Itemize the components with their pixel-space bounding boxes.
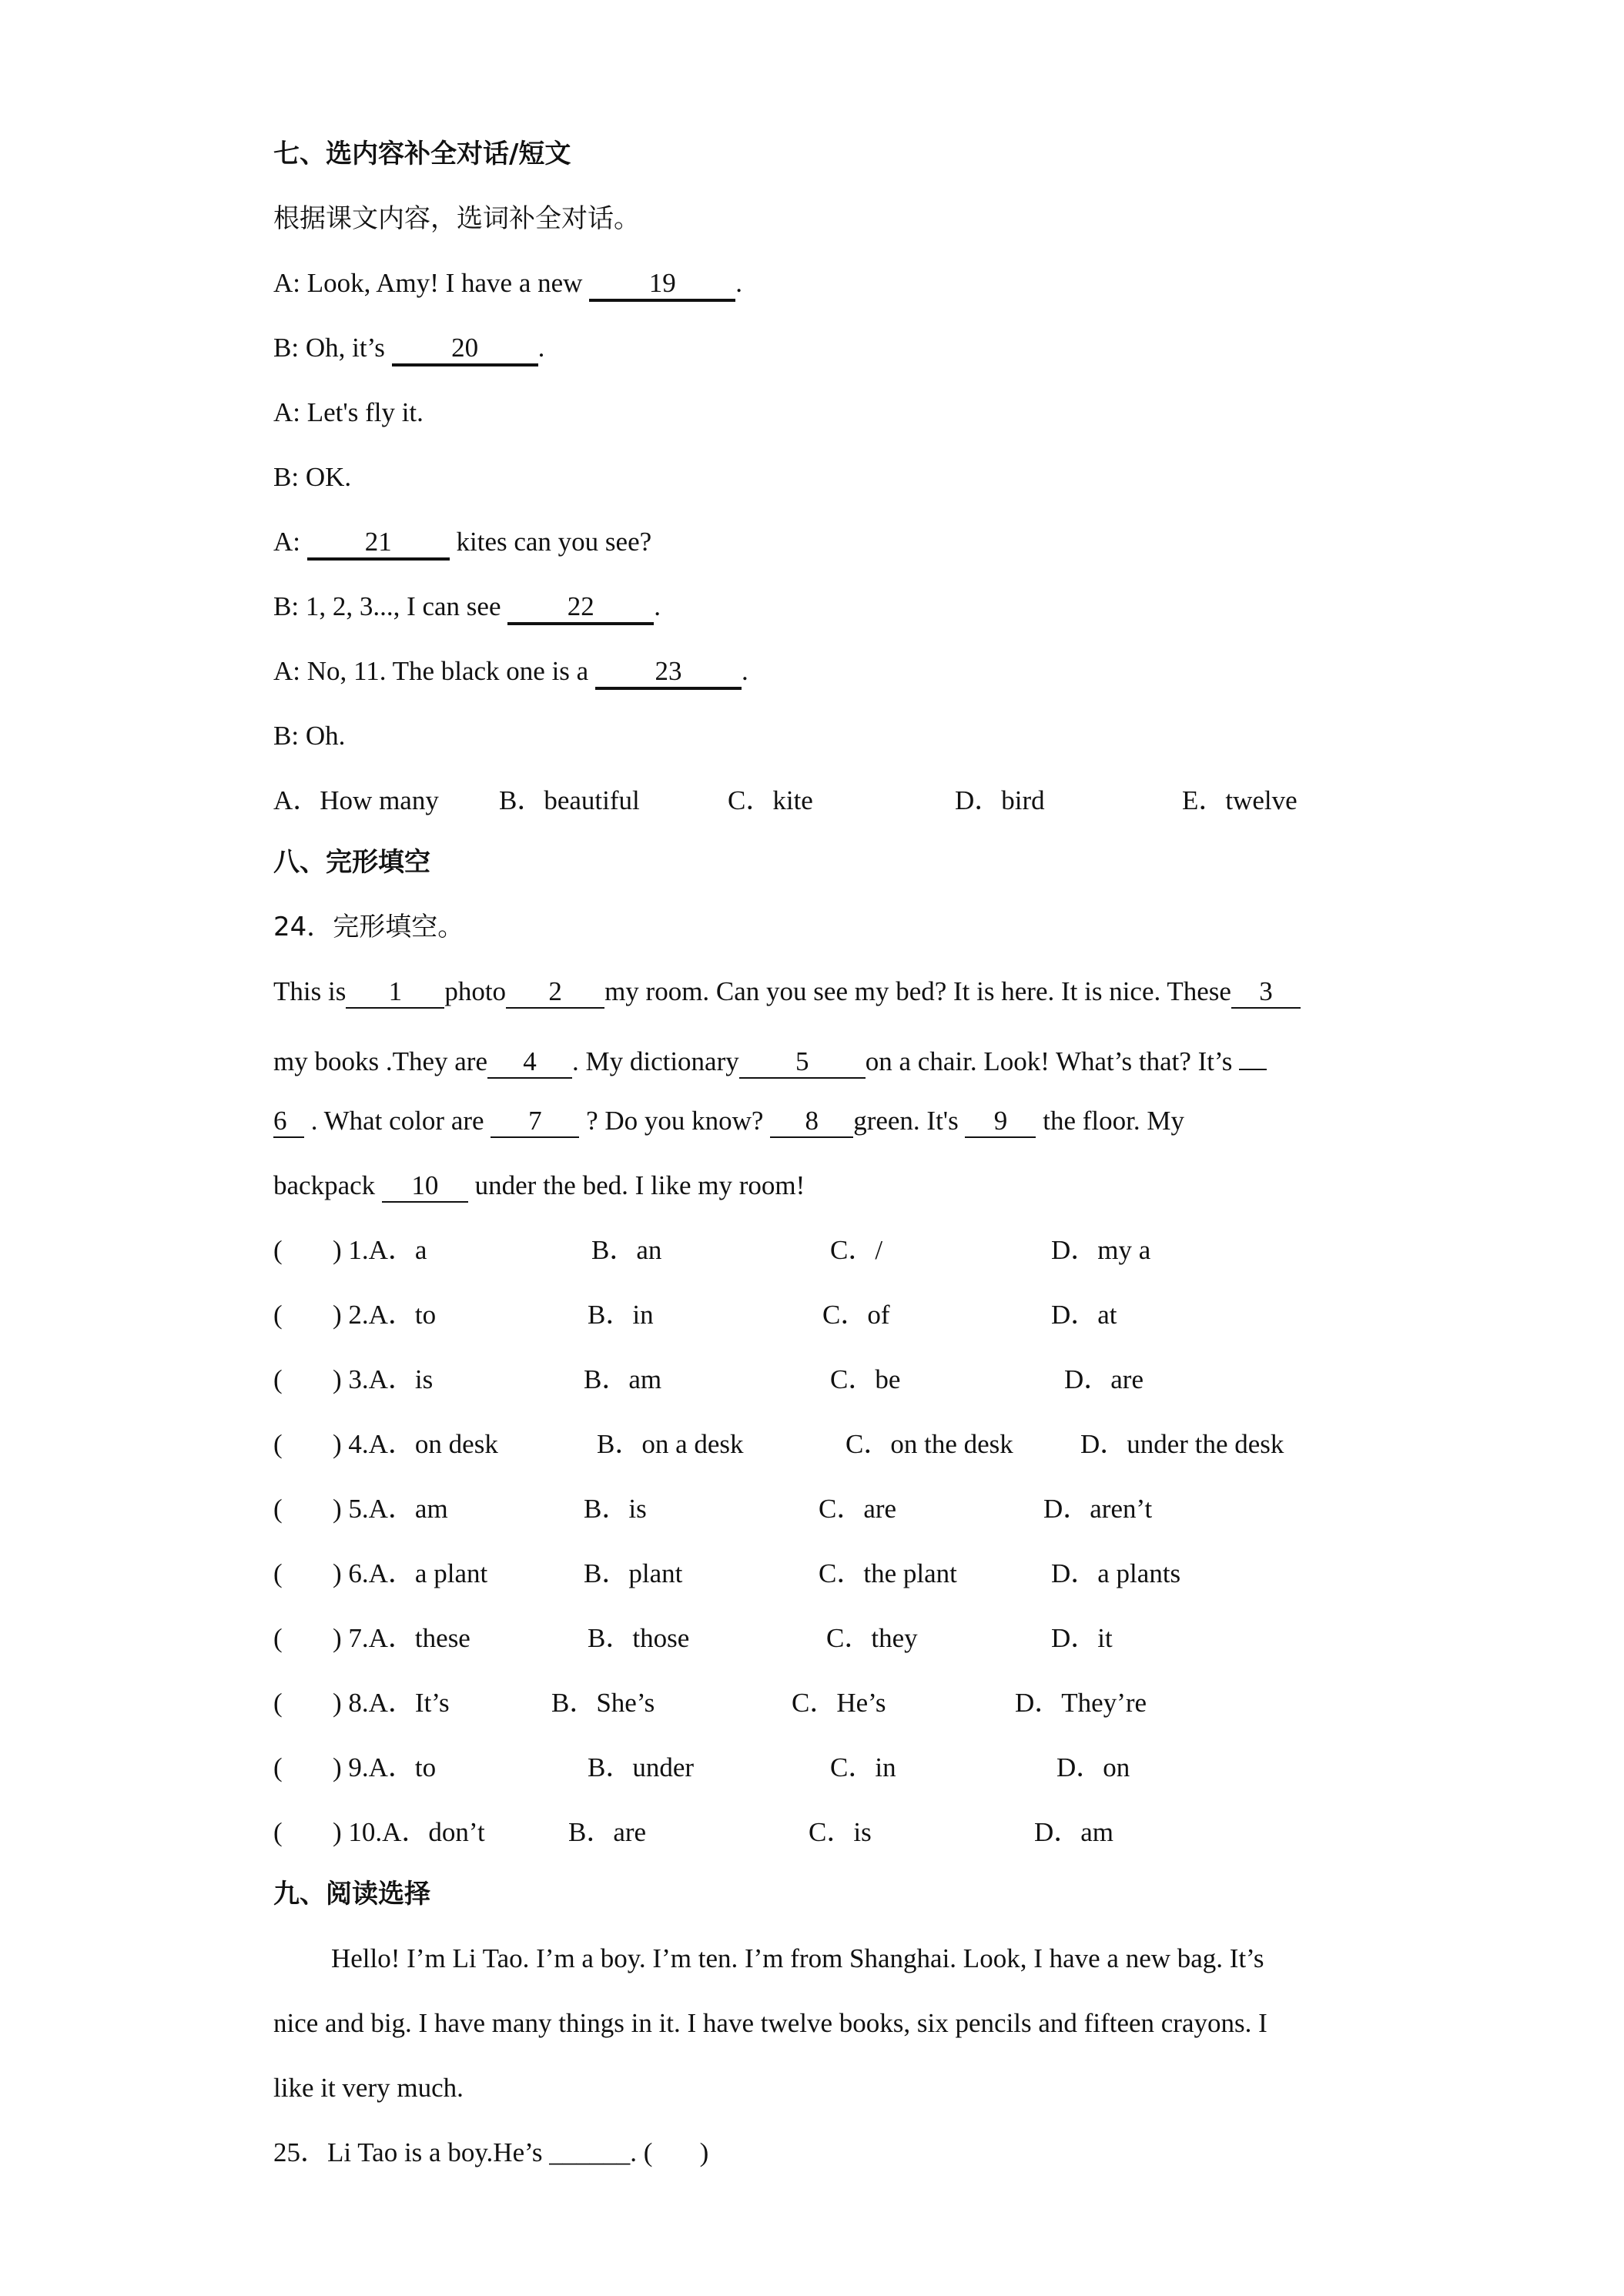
dialogue-line-4: B: OK. <box>273 462 352 492</box>
question-8-option-d: D．They’re <box>1015 1688 1147 1718</box>
section-8-title: 八、完形填空 <box>273 847 430 878</box>
question-6-option-b: B．plant <box>584 1558 683 1588</box>
cloze-blank-5[interactable]: 5 <box>739 1048 866 1079</box>
cloze-text: This is <box>273 976 347 1006</box>
answer-paren[interactable]: ( <box>273 1817 283 1847</box>
question-6-option-c: C．the plant <box>819 1558 957 1588</box>
cloze-text: green. It's <box>853 1106 966 1136</box>
section-9-title: 九、阅读选择 <box>273 1879 430 1909</box>
question-9-option-d: D．on <box>1056 1752 1130 1782</box>
blank-19[interactable]: 19 <box>589 269 735 302</box>
question-10-option-b: B．are <box>568 1817 647 1847</box>
question-4-option-d: D．under the desk <box>1080 1429 1284 1459</box>
question-5-option-c: C．are <box>819 1494 897 1524</box>
question-4: ) 4.A．on desk <box>333 1429 498 1459</box>
question-4-option-b: B．on a desk <box>597 1429 744 1459</box>
question-2-option-b: B．in <box>588 1300 654 1330</box>
cloze-text: . My dictionary <box>571 1046 739 1076</box>
question-1-option-d: D．my a <box>1051 1235 1151 1265</box>
option-d: D．bird <box>955 785 1045 815</box>
question-10: ) 10.A．don’t <box>333 1817 485 1847</box>
dialogue-text: A: <box>273 527 307 557</box>
question-8: ) 8.A．It’s <box>333 1688 450 1718</box>
cloze-blank-6[interactable]: 6 <box>273 1107 304 1138</box>
cloze-line-3 <box>273 1104 1184 1138</box>
cloze-text: my room. Can you see my bed? It is here. It is nice. These <box>604 976 1231 1006</box>
question-5-option-d: D．aren’t <box>1043 1494 1153 1524</box>
cloze-text: ? Do you know? <box>579 1106 771 1136</box>
answer-paren[interactable]: ( <box>273 1752 283 1782</box>
answer-paren[interactable]: ( <box>273 1623 283 1653</box>
cloze-blank-1[interactable]: 1 <box>346 978 444 1009</box>
reading-passage-line-1: Hello! I’m Li Tao. I’m a boy. I’m ten. I’m from Shanghai. Look, I have a new bag. It’s <box>331 1943 1264 1973</box>
question-6-option-d: D．a plants <box>1051 1558 1181 1588</box>
dialogue-line-5 <box>273 525 651 561</box>
question-2: ) 2.A．to <box>333 1300 437 1330</box>
question-5-option-b: B．is <box>584 1494 647 1524</box>
answer-paren[interactable]: ( <box>273 1688 283 1718</box>
answer-paren[interactable]: ( <box>273 1558 283 1588</box>
blank-23[interactable]: 23 <box>595 658 742 690</box>
cloze-text: the floor. My <box>1036 1106 1184 1136</box>
question-24-label: 24．完形填空。 <box>273 912 464 942</box>
option-a: A．How many <box>273 785 439 815</box>
reading-passage-line-3: like it very much. <box>273 2073 464 2103</box>
cloze-text: . What color are <box>304 1106 491 1136</box>
cloze-line-4 <box>273 1169 805 1203</box>
answer-paren[interactable]: ( <box>273 1494 283 1524</box>
question-3-option-c: C．be <box>830 1364 901 1394</box>
question-1: ) 1.A．a <box>333 1235 427 1265</box>
answer-paren[interactable]: ( <box>273 1429 283 1459</box>
dialogue-line-7 <box>273 654 748 690</box>
cloze-blank-9[interactable]: 9 <box>965 1107 1036 1138</box>
question-9-option-c: C．in <box>830 1752 896 1782</box>
question-7: ) 7.A．these <box>333 1623 470 1653</box>
question-3-option-d: D．are <box>1064 1364 1144 1394</box>
dialogue-text: A: No, 11. The black one is a <box>273 656 595 686</box>
question-9: ) 9.A．to <box>333 1752 437 1782</box>
question-3-option-b: B．am <box>584 1364 662 1394</box>
question-25[interactable]: 25．Li Tao is a boy.He’s ______. ( ) <box>273 2137 709 2167</box>
option-e: E．twelve <box>1182 785 1298 815</box>
cloze-blank-4[interactable]: 4 <box>487 1048 572 1079</box>
cloze-blank-6-start <box>1239 1039 1267 1070</box>
cloze-blank-10[interactable]: 10 <box>382 1172 468 1203</box>
option-c: C．kite <box>728 785 813 815</box>
dialogue-line-6 <box>273 590 661 625</box>
cloze-text: backpack <box>273 1170 382 1200</box>
question-7-option-b: B．those <box>588 1623 690 1653</box>
question-7-option-d: D．it <box>1051 1623 1113 1653</box>
dialogue-text: . <box>735 268 742 298</box>
cloze-text: photo <box>444 976 507 1006</box>
question-1-option-b: B．an <box>591 1235 662 1265</box>
dialogue-line-1 <box>273 266 742 302</box>
section-7-instruction: 根据课文内容，选词补全对话。 <box>273 203 640 234</box>
answer-paren[interactable]: ( <box>273 1300 283 1330</box>
dialogue-line-8: B: Oh. <box>273 721 346 751</box>
section-7-title: 七、选内容补全对话/短文 <box>273 139 571 169</box>
dialogue-text: . <box>741 656 748 686</box>
blank-22[interactable]: 22 <box>507 593 654 625</box>
question-2-option-d: D．at <box>1051 1300 1117 1330</box>
dialogue-text: kites can you see? <box>449 527 652 557</box>
question-10-option-c: C．is <box>809 1817 872 1847</box>
answer-paren[interactable]: ( <box>273 1235 283 1265</box>
cloze-text: my books .They are <box>273 1046 487 1076</box>
question-6: ) 6.A．a plant <box>333 1558 488 1588</box>
blank-21[interactable]: 21 <box>307 528 450 561</box>
question-3: ) 3.A．is <box>333 1364 434 1394</box>
cloze-text: on a chair. Look! What’s that? It’s <box>865 1046 1240 1076</box>
question-8-option-c: C．He’s <box>792 1688 886 1718</box>
cloze-blank-7[interactable]: 7 <box>491 1107 579 1138</box>
reading-passage-line-2: nice and big. I have many things in it. I have twelve books, six pencils and fifteen crayons. I <box>273 2008 1267 2038</box>
question-1-option-c: C．/ <box>830 1235 883 1265</box>
question-4-option-c: C．on the desk <box>845 1429 1013 1459</box>
question-8-option-b: B．She’s <box>551 1688 655 1718</box>
cloze-line-2 <box>273 1039 1267 1079</box>
question-5: ) 5.A．am <box>333 1494 448 1524</box>
question-7-option-c: C．they <box>826 1623 918 1653</box>
dialogue-text: B: 1, 2, 3..., I can see <box>273 591 508 621</box>
answer-paren[interactable]: ( <box>273 1364 283 1394</box>
option-b: B．beautiful <box>499 785 640 815</box>
question-10-option-d: D．am <box>1034 1817 1114 1847</box>
cloze-blank-2[interactable]: 2 <box>506 978 604 1009</box>
question-9-option-b: B．under <box>588 1752 695 1782</box>
dialogue-line-3: A: Let's fly it. <box>273 397 424 427</box>
question-2-option-c: C．of <box>822 1300 890 1330</box>
dialogue-text: . <box>654 591 661 621</box>
dialogue-text: B: Oh, it’s <box>273 333 392 363</box>
cloze-blank-8[interactable]: 8 <box>770 1107 853 1138</box>
cloze-text: under the bed. I like my room! <box>467 1170 805 1200</box>
dialogue-text: . <box>537 333 545 363</box>
cloze-blank-3[interactable]: 3 <box>1231 978 1301 1009</box>
dialogue-text: A: Look, Amy! I have a new <box>273 268 590 298</box>
blank-20[interactable]: 20 <box>392 334 538 366</box>
cloze-line-1 <box>273 975 1301 1009</box>
dialogue-line-2 <box>273 331 544 366</box>
